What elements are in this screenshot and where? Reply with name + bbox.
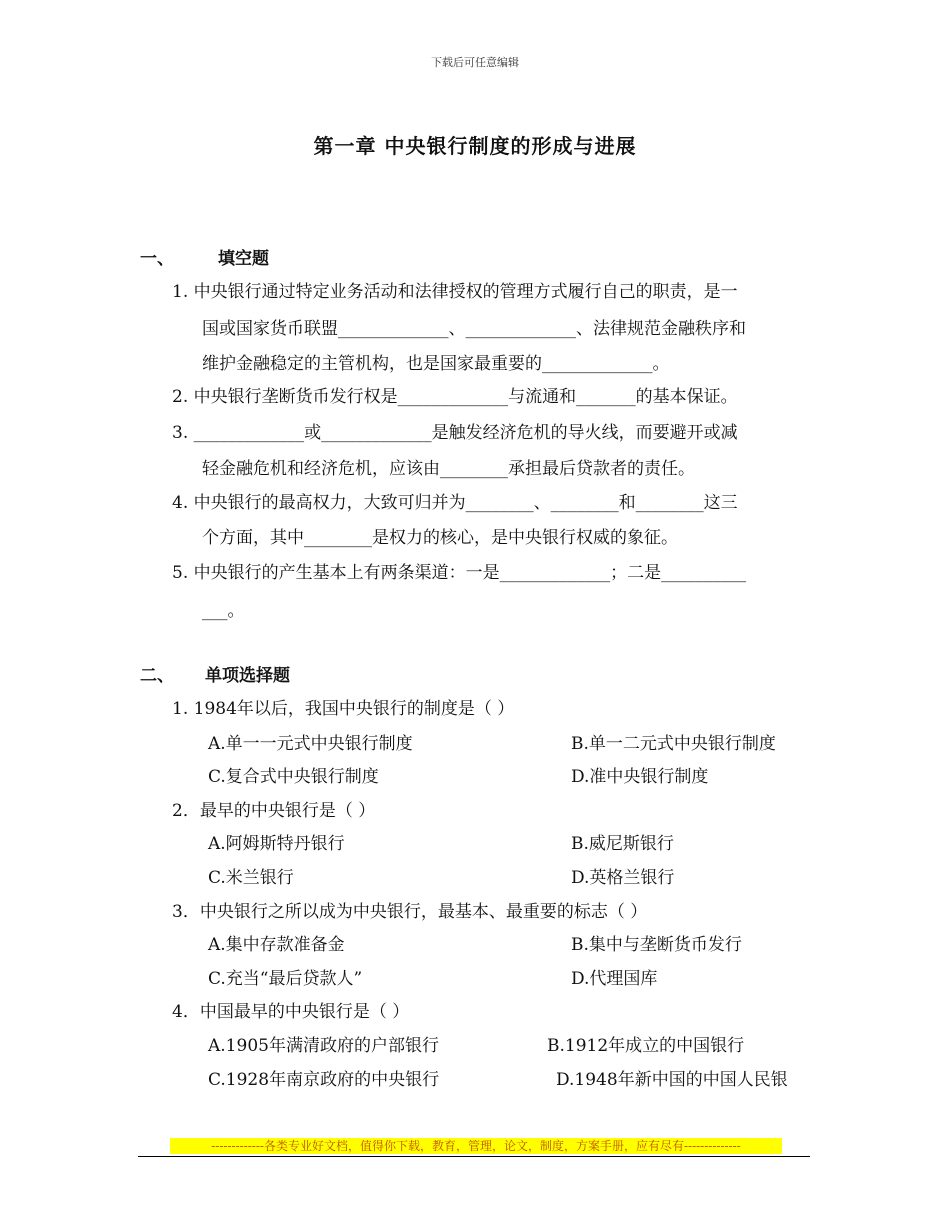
fill-line-8: 个方面，其中________是权力的核心，是中央银行权威的象征。 xyxy=(202,528,678,548)
q1-option-d: D.准中央银行制度 xyxy=(571,767,709,787)
q3-option-d: D.代理国库 xyxy=(571,969,658,989)
fill-line-10: ___。 xyxy=(202,601,245,621)
q4-option-c: C.1928年南京政府的中央银行 xyxy=(208,1070,440,1090)
q4-option-d: D.1948年新中国的中国人民银 xyxy=(556,1070,788,1090)
q1-option-b: B.单一二元式中央银行制度 xyxy=(571,734,776,754)
q3-option-a: A.集中存款准备金 xyxy=(208,935,345,955)
question-1: 1. 1984年以后，我国中央银行的制度是（ ） xyxy=(172,699,515,719)
q1-option-a: A.单一一元式中央银行制度 xyxy=(208,734,413,754)
fill-line-9: 5. 中央银行的产生基本上有两条渠道：一是_____________；二是__________ xyxy=(172,563,747,583)
q3-option-c: C.充当“最后贷款人” xyxy=(208,969,363,989)
section2-title: 单项选择题 xyxy=(205,666,290,686)
section1-title: 填空题 xyxy=(218,249,269,269)
q4-option-b: B.1912年成立的中国银行 xyxy=(547,1036,745,1056)
question-2: 2．最早的中央银行是（ ） xyxy=(172,801,376,821)
footer-divider xyxy=(138,1156,810,1157)
section1-number: 一、 xyxy=(140,249,174,269)
q2-option-c: C.米兰银行 xyxy=(208,868,294,888)
q4-option-a: A.1905年满清政府的户部银行 xyxy=(208,1036,439,1056)
fill-line-5: 3. _____________或_____________是触发经济危机的导火线，而要避开或减 xyxy=(172,423,738,443)
chapter-title: 第一章 中央银行制度的形成与进展 xyxy=(313,134,637,158)
fill-line-6: 轻金融危机和经济危机，应该由________承担最后贷款者的责任。 xyxy=(202,459,695,479)
q3-option-b: B.集中与垄断货币发行 xyxy=(571,935,742,955)
fill-line-1: 1. 中央银行通过特定业务活动和法律授权的管理方式履行自己的职责，是一 xyxy=(172,282,738,302)
question-4: 4．中国最早的中央银行是（ ） xyxy=(172,1002,410,1022)
question-3: 3．中央银行之所以成为中央银行，最基本、最重要的标志（ ） xyxy=(172,902,648,922)
fill-line-7: 4. 中央银行的最高权力，大致可归并为________、________和________这三 xyxy=(172,493,738,513)
header-note: 下载后可任意编辑 xyxy=(431,56,519,69)
fill-line-3: 维护金融稳定的主管机构，也是国家最重要的_____________。 xyxy=(202,354,670,374)
q2-option-a: A.阿姆斯特丹银行 xyxy=(208,834,345,854)
q2-option-d: D.英格兰银行 xyxy=(571,868,675,888)
fill-line-2: 国或国家货币联盟_____________、_____________、法律规范金融秩序和 xyxy=(202,319,746,339)
section2-number: 二、 xyxy=(140,666,174,686)
fill-line-4: 2. 中央银行垄断货币发行权是_____________与流通和_______的基本保证。 xyxy=(172,387,738,407)
q1-option-c: C.复合式中央银行制度 xyxy=(208,767,379,787)
q2-option-b: B.威尼斯银行 xyxy=(571,834,674,854)
footer-banner: -------------各类专业好文档，值得你下载，教育，管理，论文，制度，方案手册，应有尽有-------------- xyxy=(170,1138,782,1154)
